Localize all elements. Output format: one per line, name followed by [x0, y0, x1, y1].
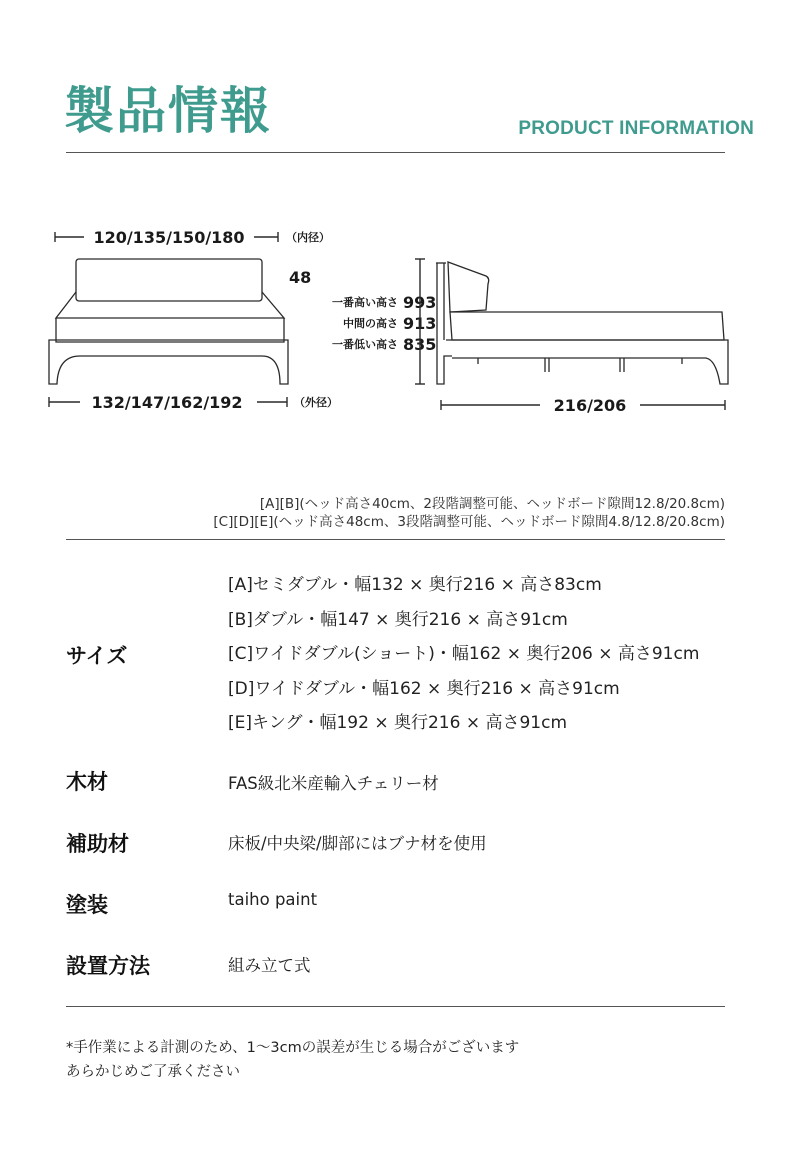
- inner-width-dimension: [55, 228, 330, 247]
- header-divider: [66, 152, 725, 153]
- notes-divider: [66, 539, 725, 540]
- bed-dimension-diagram: [0, 215, 790, 420]
- size-item-c: [C]ワイドダブル(ショート)・幅162 × 奥行206 × 高さ91cm: [228, 644, 700, 664]
- spec-size-label: サイズ: [66, 644, 128, 668]
- spec-wood-label: 木材: [66, 770, 108, 794]
- height-lowest-label: 一番低い高さ: [332, 338, 398, 351]
- outer-width-label: （外径）: [294, 396, 338, 409]
- spec-wood-value: FAS級北米産輸入チェリー材: [228, 774, 439, 793]
- size-list: [228, 568, 699, 741]
- spec-auxiliary-label: 補助材: [66, 832, 129, 856]
- headboard-notes: [213, 495, 725, 531]
- spec-auxiliary-value: 床板/中央梁/脚部にはブナ材を使用: [228, 834, 487, 853]
- height-highest-value: 993: [403, 293, 437, 312]
- size-item-a: [A]セミダブル・幅132 × 奥行216 × 高さ83cm: [228, 575, 602, 595]
- bed-front-view: [49, 259, 288, 384]
- height-lowest-value: 835: [403, 335, 437, 354]
- specs-divider: [66, 1006, 725, 1007]
- spec-assembly-label: 設置方法: [66, 954, 150, 978]
- size-item-d: [D]ワイドダブル・幅162 × 奥行216 × 高さ91cm: [228, 678, 620, 699]
- note-ab: [A][B](ヘッド高さ40cm、2段階調整可能、ヘッドボード隙間12.8/20.8cm): [259, 496, 725, 512]
- spec-assembly-value: 組み立て式: [228, 956, 311, 975]
- height-middle-value: 913: [403, 314, 437, 333]
- size-item-e: [E]キング・幅192 × 奥行216 × 高さ91cm: [228, 713, 568, 733]
- bed-side-view: [436, 262, 728, 384]
- height-highest-label: 一番高い高さ: [332, 296, 398, 309]
- outer-width-dimension: [49, 393, 338, 412]
- spec-finish-value: taiho paint: [228, 890, 318, 909]
- length-dimension: [441, 396, 725, 415]
- inner-width-label: （内径）: [286, 231, 330, 244]
- height-middle-label: 中間の高さ: [343, 317, 398, 330]
- note-cde: [C][D][E](ヘッド高さ48cm、3段階調整可能、ヘッドボード隙間4.8/12.8/20.8cm): [213, 514, 725, 530]
- footnote-line-2: あらかじめご了承ください: [66, 1064, 240, 1080]
- page-title: 製品情報: [64, 82, 272, 140]
- height-dimension: [332, 259, 436, 384]
- inner-width-text: 120/135/150/180: [93, 228, 245, 247]
- spec-finish-label: 塗装: [66, 893, 108, 917]
- size-item-b: [B]ダブル・幅147 × 奥行216 × 高さ91cm: [228, 609, 568, 630]
- head-gap-text: 48: [289, 268, 312, 287]
- length-text: 216/206: [553, 396, 627, 415]
- page-subtitle: PRODUCT INFORMATION: [518, 118, 754, 139]
- footnote-line-1: *手作業による計測のため、1〜3cmの誤差が生じる場合がございます: [66, 1040, 520, 1056]
- footnote: [66, 1036, 519, 1084]
- outer-width-text: 132/147/162/192: [91, 393, 243, 412]
